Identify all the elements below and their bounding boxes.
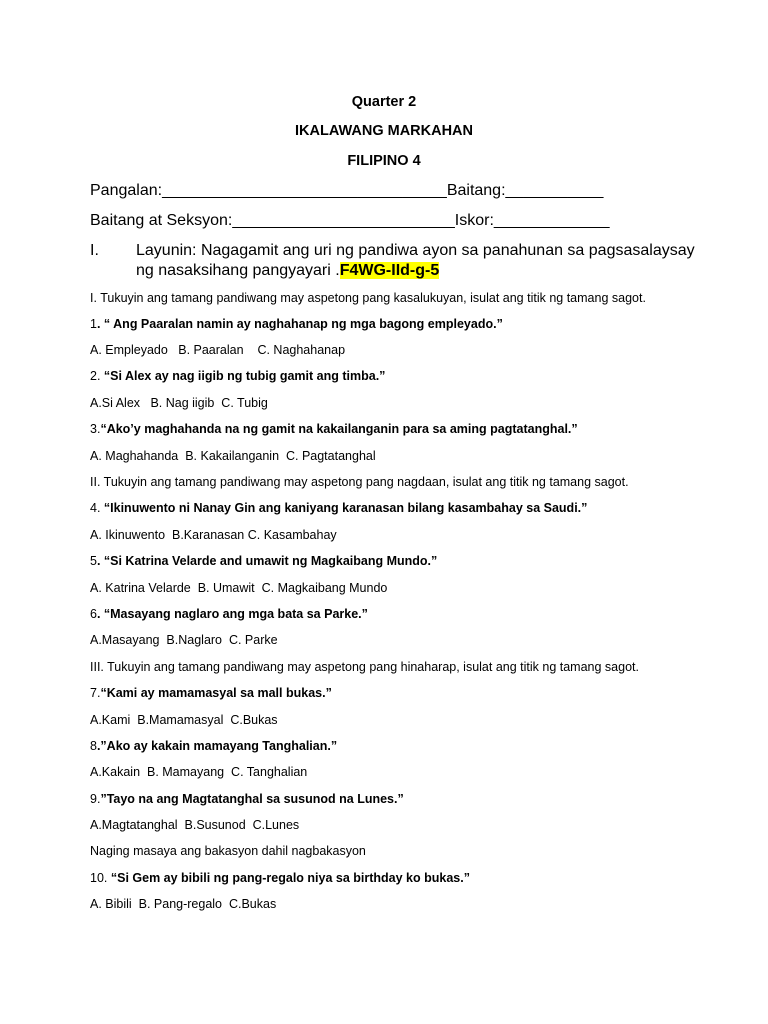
question-7-text: “Kami ay mamamasyal sa mall bukas.”: [100, 686, 332, 700]
objective-text: [136, 241, 696, 281]
section-score-field: Baitang at Seksyon:_________________________Iskor:_____________: [90, 212, 610, 229]
subject-heading: FILIPINO 4: [347, 153, 421, 169]
question-6: [90, 606, 368, 622]
question-5-text: . “Si Katrina Velarde and umawit ng Magkaibang Mundo.”: [96, 554, 438, 568]
question-9-number: 9.: [90, 792, 101, 806]
question-8-number: 8: [90, 739, 97, 753]
objective-number: I.: [90, 242, 99, 259]
question-3-text: “Ako’y maghahanda na ng gamit na kakailanganin para sa aming pagtatanghal.”: [100, 422, 578, 436]
question-5-number: 5: [90, 554, 97, 568]
question-7-number: 7.: [90, 686, 101, 700]
question-10-number: 10.: [90, 871, 111, 885]
question-8-choices: A.Kakain B. Mamayang C. Tanghalian: [90, 765, 308, 779]
question-3-number: 3.: [90, 422, 101, 436]
example-note: Naging masaya ang bakasyon dahil nagbakasyon: [90, 844, 366, 858]
section-3-instruction: III. Tukuyin ang tamang pandiwang may aspetong pang hinaharap, isulat ang titik ng tamang sagot.: [90, 660, 639, 674]
question-3-choices: A. Maghahanda B. Kakailanganin C. Pagtatanghal: [90, 449, 376, 463]
question-9-text: ”Tayo na ang Magtatanghal sa susunod na Lunes.”: [100, 792, 404, 806]
question-4-number: 4.: [90, 501, 104, 515]
question-4: [90, 500, 587, 516]
question-10: [90, 870, 470, 886]
section-2-instruction: II. Tukuyin ang tamang pandiwang may aspetong pang nagdaan, isulat ang titik ng tamang sagot.: [90, 475, 629, 489]
question-4-choices: A. Ikinuwento B.Karanasan C. Kasambahay: [90, 528, 337, 542]
question-2-choices: A.Si Alex B. Nag iigib C. Tubig: [90, 396, 268, 410]
question-8: [90, 738, 337, 754]
question-4-text: “Ikinuwento ni Nanay Gin ang kaniyang karanasan bilang kasambahay sa Saudi.”: [103, 501, 588, 515]
question-6-choices: A.Masayang B.Naglaro C. Parke: [90, 633, 278, 647]
question-1-text: . “ Ang Paaralan namin ay naghahanap ng mga bagong empleyado.”: [96, 317, 503, 331]
objective-statement: Layunin: Nagagamit ang uri ng pandiwa ayon sa panahunan sa pagsasalaysay ng nasaksihang pangyayari .: [136, 242, 695, 279]
question-7-choices: A.Kami B.Mamamasyal C.Bukas: [90, 713, 278, 727]
question-7: [90, 685, 332, 701]
question-10-choices: A. Bibili B. Pang-regalo C.Bukas: [90, 897, 277, 911]
question-3: [90, 421, 578, 437]
question-2-text: “Si Alex ay nag iigib ng tubig gamit ang timba.”: [103, 369, 386, 383]
question-9: [90, 791, 404, 807]
question-2-number: 2.: [90, 369, 104, 383]
question-5-choices: A. Katrina Velarde B. Umawit C. Magkaibang Mundo: [90, 581, 388, 595]
name-grade-field: Pangalan:________________________________Baitang:___________: [90, 182, 604, 199]
question-10-text: “Si Gem ay bibili ng pang-regalo niya sa birthday ko bukas.”: [110, 871, 470, 885]
question-9-choices: A.Magtatanghal B.Susunod C.Lunes: [90, 818, 300, 832]
question-1-number: 1: [90, 317, 97, 331]
question-1-choices: A. Empleyado B. Paaralan C. Naghahanap: [90, 343, 346, 357]
markahan-heading: IKALAWANG MARKAHAN: [294, 123, 473, 139]
question-1: [90, 316, 503, 332]
question-2: [90, 368, 385, 384]
question-6-text: . “Masayang naglaro ang mga bata sa Parke.”: [96, 607, 368, 621]
competency-code: F4WG-IId-g-5: [339, 262, 440, 279]
question-5: [90, 553, 437, 569]
question-8-text: .”Ako ay kakain mamayang Tanghalian.”: [96, 739, 338, 753]
section-1-instruction: I. Tukuyin ang tamang pandiwang may aspetong pang kasalukuyan, isulat ang titik ng tamang sagot.: [90, 291, 646, 305]
question-6-number: 6: [90, 607, 97, 621]
quarter-heading: Quarter 2: [351, 94, 417, 110]
